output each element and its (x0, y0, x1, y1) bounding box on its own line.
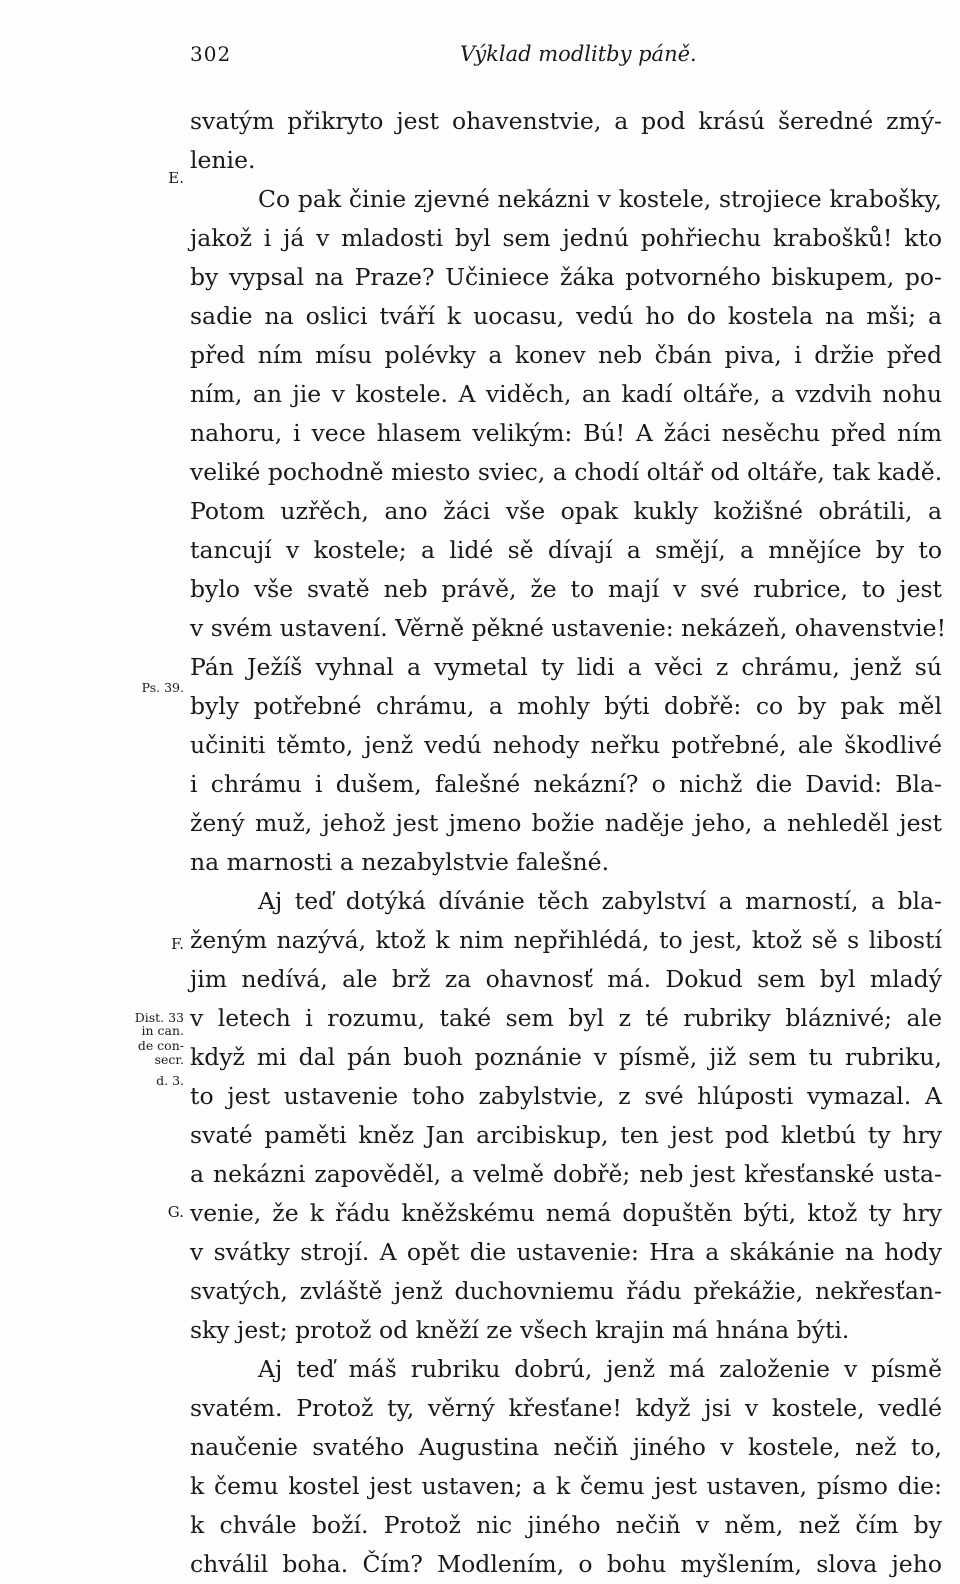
margin-note-f: F. (171, 935, 184, 953)
text-line: ním, an jie v kostele. A viděch, an kadí oltáře, a vzdvih nohu (190, 380, 942, 408)
text-line: naučenie svatého Augustina nečiň jiného v kostele, než to, (190, 1433, 942, 1461)
text-line: před ním mísu polévky a konev neb čbán piva, i držie před (190, 341, 942, 369)
body-text (190, 102, 947, 1584)
text-line: svaté paměti kněz Jan arcibiskup, ten jest pod kletbú ty hry (190, 1121, 942, 1149)
text-line: lenie. (190, 146, 256, 174)
text-line: jakož i já v mladosti byl sem jednú pohřiechu krabošků! kto (190, 224, 942, 252)
margin-note-dist: secr. (154, 1052, 184, 1067)
text-line: Potom uzřěch, ano žáci vše opak kukly kožišné obrátili, a (190, 497, 942, 525)
text-line: nahoru, i vece hlasem velikým: Bú! A žáci nesěchu před ním (190, 419, 942, 447)
text-line: Pán Ježíš vyhnal a vymetal ty lidi a věci z chrámu, jenž sú (190, 653, 942, 681)
text-line: svatém. Protož ty, věrný křesťane! když jsi v kostele, vedlé (190, 1394, 942, 1422)
text-line: svatých, zvláště jenž duchovniemu řádu překážie, nekřesťan- (190, 1277, 942, 1305)
page-number: 302 (190, 42, 232, 66)
text-line: na marnosti a nezabylstvie falešné. (190, 848, 610, 876)
text-line: veliké pochodně miesto sviec, a chodí oltář od oltáře, tak kadě. (190, 458, 943, 486)
text-line: k chvále boží. Protož nic jiného nečiň v něm, než čím by (190, 1511, 942, 1539)
page-header (0, 42, 960, 82)
margin-note-dist: Dist. 33 (134, 1010, 184, 1025)
text-line: k čemu kostel jest ustaven; a k čemu jest ustaven, písmo die: (190, 1472, 942, 1500)
text-line: učiniti těmto, jenž vedú nehody neřku potřebné, ale škodlivé (190, 731, 942, 759)
margin-note-dist: de con- (137, 1038, 184, 1053)
margin-note-g: G. (167, 1203, 184, 1221)
text-line: žený muž, jehož jest jmeno božie naděje jeho, a nehleděl jest (190, 809, 942, 837)
text-line: ženým nazývá, ktož k nim nepřihlédá, to jest, ktož sě s libostí (190, 926, 942, 954)
text-line: bylo vše svatě neb právě, že to mají v své rubrice, to jest (190, 575, 942, 603)
text-line: a nekázni zapověděl, a velmě dobřě; neb jest křesťanské usta- (190, 1160, 942, 1188)
margin-note-dist: in can. (141, 1023, 184, 1038)
text-line: když mi dal pán buoh poznánie v písmě, již sem tu rubriku, (190, 1043, 942, 1071)
text-line: i chrámu i dušem, falešné nekázní? o nichž die David: Bla- (190, 770, 942, 798)
text-line: v svátky strojí. A opět die ustavenie: Hra a skákánie na hody (190, 1238, 942, 1266)
text-line: v letech i rozumu, také sem byl z té rubriky bláznivé; ale (190, 1004, 942, 1032)
text-line: to jest ustavenie toho zabylstvie, z své hlúposti vymazal. A (190, 1082, 942, 1110)
running-title: Výklad modlitby páně. (460, 42, 697, 66)
text-line: venie, že k řádu kněžskému nemá dopuštěn býti, ktož ty hry (190, 1199, 942, 1227)
text-line: sadie na oslici tváří k uocasu, vedú ho do kostela na mši; a (190, 302, 942, 330)
text-line: Aj teď máš rubriku dobrú, jenž má založenie v písmě (258, 1355, 942, 1383)
text-line: byly potřebné chrámu, a mohly býti dobřě: co by pak měl (190, 692, 942, 720)
text-line: sky jest; protož od kněží ze všech krajin má hnána býti. (190, 1316, 850, 1344)
text-line: jim nedívá, ale brž za ohavnosť má. Dokud sem byl mladý (190, 965, 942, 993)
text-line: chválil boha. Čím? Modlením, o bohu myšlením, slova jeho (190, 1550, 942, 1578)
text-line: v svém ustavení. Věrně pěkné ustavenie: nekázeň, ohavenstvie! (190, 614, 947, 642)
text-line: tancují v kostele; a lidé sě dívají a smějí, a mnějíce by to (190, 536, 942, 564)
margin-note-dist: d. 3. (156, 1073, 184, 1088)
text-line: svatým přikryto jest ohavenstvie, a pod krású šeredné zmý- (190, 107, 942, 135)
margin-note-e: E. (168, 169, 184, 187)
margin-note-psalm: Ps. 39. (141, 680, 184, 695)
text-line: by vypsal na Praze? Učiniece žáka potvorného biskupem, po- (190, 263, 942, 291)
text-line: Aj teď dotýká dívánie těch zabylství a marností, a bla- (258, 887, 942, 915)
text-line: Co pak činie zjevné nekázni v kostele, strojiece krabošky, (258, 185, 942, 213)
